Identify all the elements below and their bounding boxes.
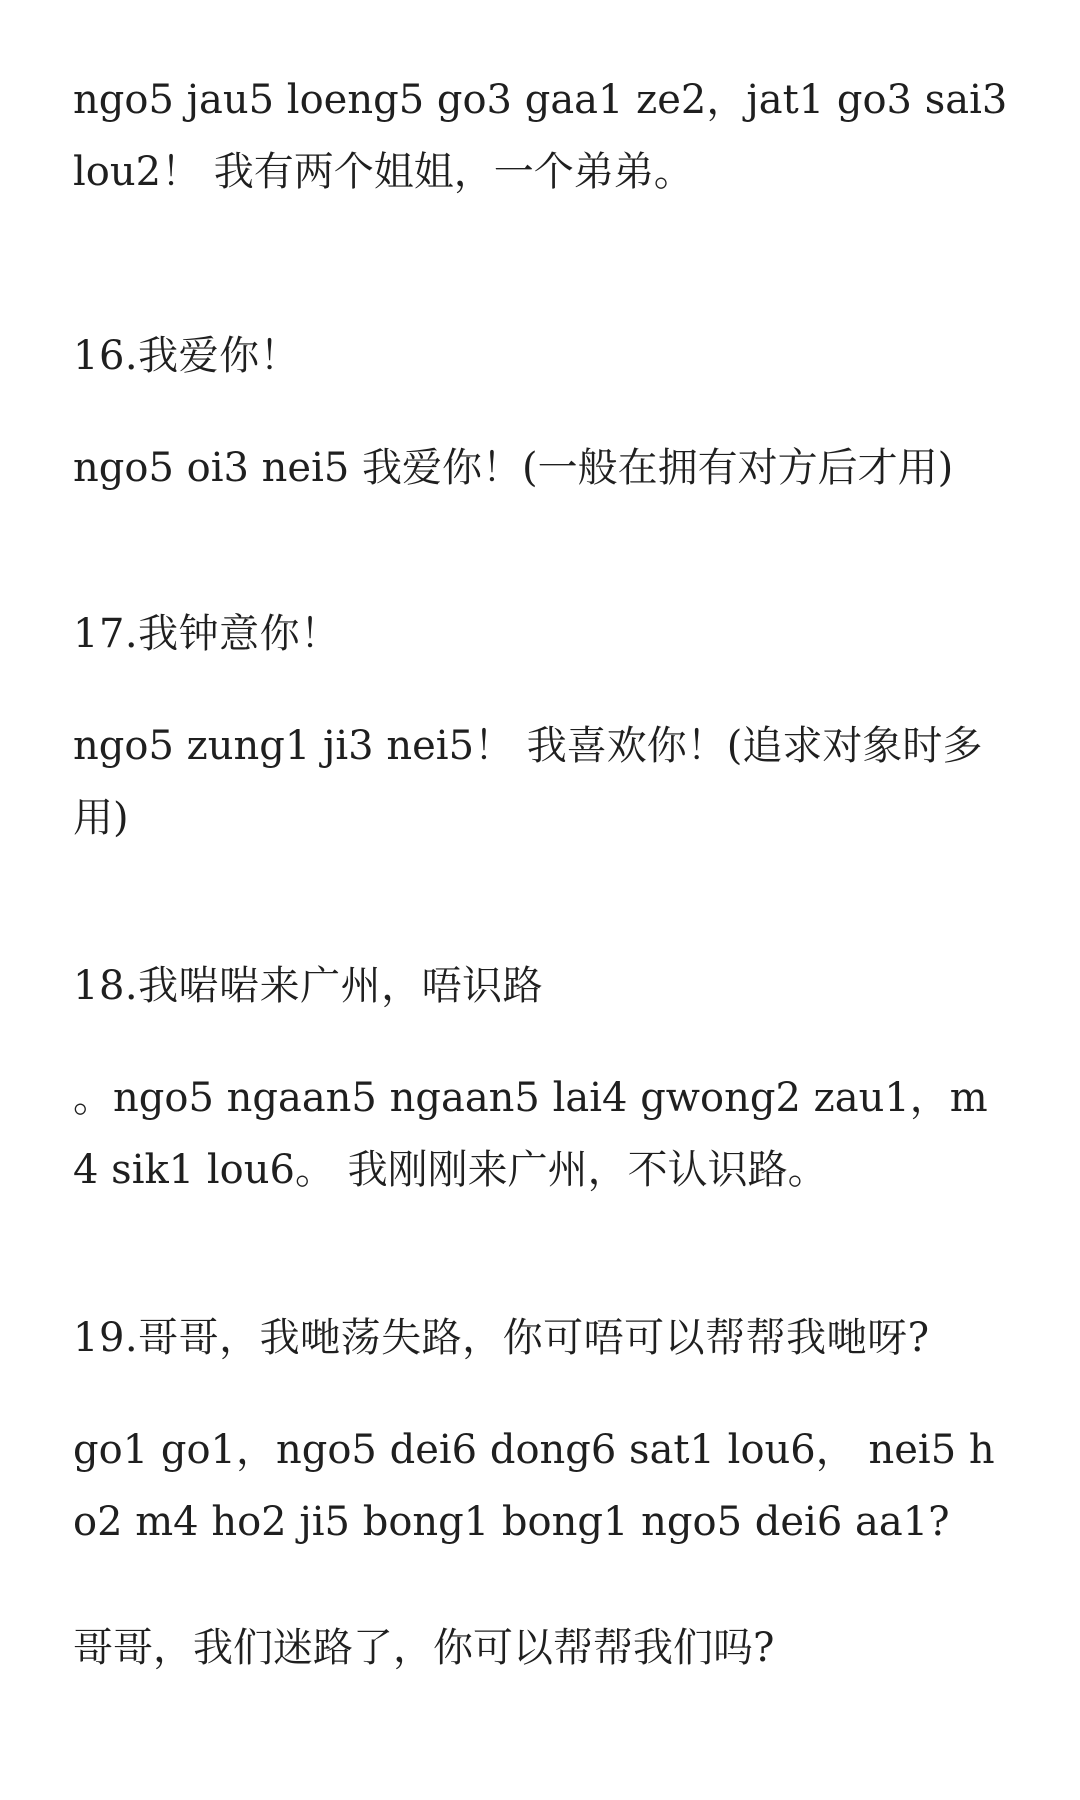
heading-16-i-love-you: 16.我爱你！ — [73, 333, 301, 379]
heading-19-we-are-lost: 19.哥哥，我哋荡失路，你可唔可以帮帮我哋呀? — [73, 1315, 930, 1361]
paragraph-16-romanization: ngo5 oi3 nei5 我爱你！(一般在拥有对方后才用) — [73, 445, 954, 491]
paragraph-18-romanization: 。ngo5 ngaan5 ngaan5 lai4 gwong2 zau1，m4 sik1 lou6。 我刚刚来广州，不认识路。 — [73, 1075, 988, 1193]
paragraph-19-romanization: go1 go1，ngo5 dei6 dong6 sat1 lou6， nei5 ho2 m4 ho2 ji5 bong1 bong1 ngo5 dei6 aa1? — [73, 1427, 995, 1545]
heading-18-new-to-guangzhou: 18.我啱啱来广州，唔识路 — [73, 963, 544, 1009]
heading-17-i-like-you: 17.我钟意你！ — [73, 611, 341, 657]
paragraph-siblings-romanization: ngo5 jau5 loeng5 go3 gaa1 ze2，jat1 go3 sai3 lou2！ 我有两个姐姐，一个弟弟。 — [73, 77, 1008, 195]
paragraph-19-translation: 哥哥，我们迷路了，你可以帮帮我们吗? — [73, 1625, 775, 1671]
paragraph-17-romanization: ngo5 zung1 ji3 nei5！ 我喜欢你！(追求对象时多用) — [73, 723, 983, 841]
